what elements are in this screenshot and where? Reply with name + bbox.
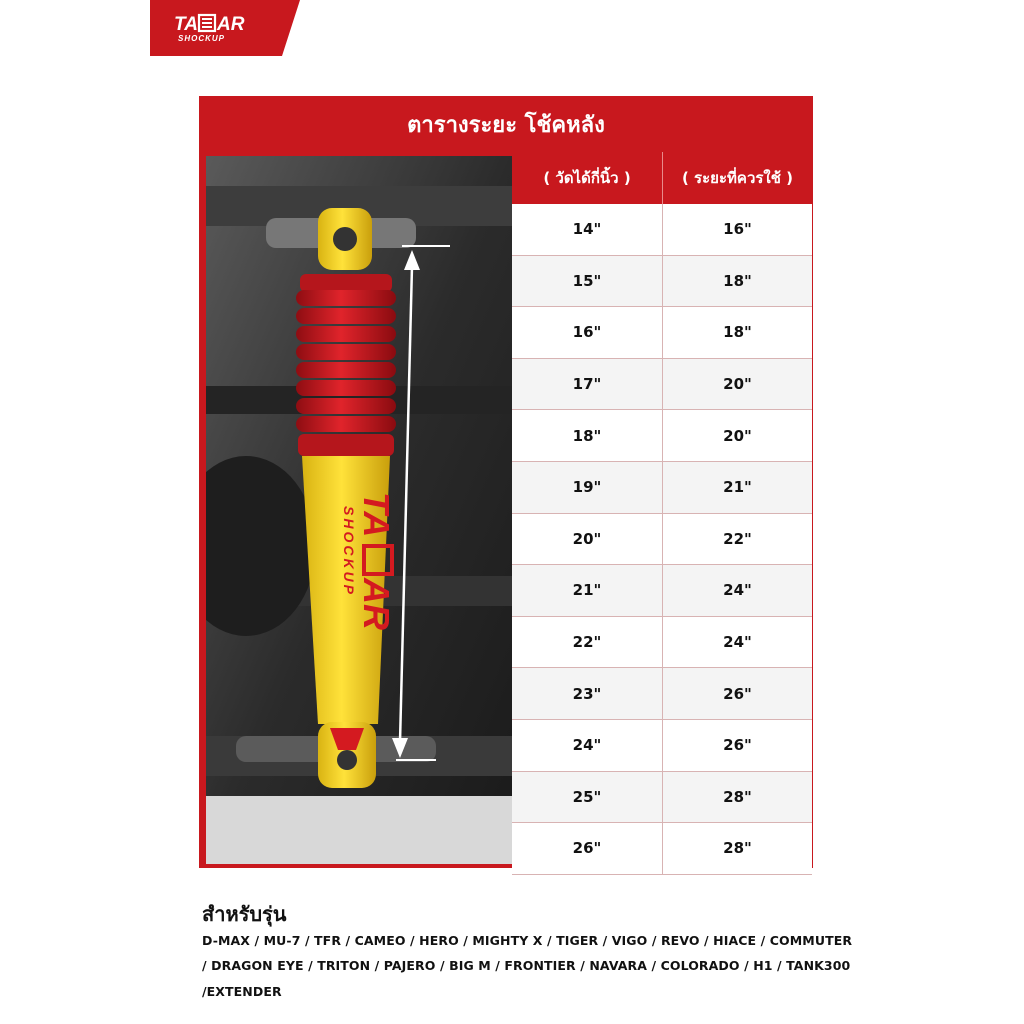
cell-measured: 23" [572, 684, 602, 703]
table-row [512, 565, 812, 617]
cell-recommended: 20" [662, 410, 812, 461]
shock-absorber-photo [206, 156, 512, 864]
cell-measured: 25" [572, 787, 602, 806]
table-header [512, 152, 812, 204]
models-line-2: / DRAGON EYE / TRITON / PAJERO / BIG M / FRONTIER / NAVARA / COLORADO / H1 / TANK300 [202, 958, 851, 973]
table-row [512, 307, 812, 359]
models-title: สำหรับรุ่น [202, 902, 287, 926]
cell-recommended: 26" [662, 668, 812, 719]
table-row [512, 772, 812, 824]
table-row [512, 359, 812, 411]
cell-recommended: 18" [662, 256, 812, 307]
cell-measured: 24" [572, 736, 602, 755]
table-row [512, 617, 812, 669]
cell-recommended: 28" [662, 823, 812, 874]
cell-measured: 14" [572, 220, 602, 239]
cell-recommended: 28" [662, 772, 812, 823]
brand-logo [172, 10, 264, 44]
cell-measured: 17" [572, 375, 602, 394]
size-table [512, 152, 812, 866]
table-row [512, 823, 812, 875]
svg-text:SHOCKUP: SHOCKUP [341, 506, 357, 598]
svg-text:AR: AR [356, 578, 397, 630]
card-title: ตารางระยะ โช้คหลัง [199, 96, 813, 152]
cell-measured: 26" [572, 839, 602, 858]
svg-text:TA: TA [356, 492, 397, 538]
cell-measured: 16" [572, 323, 602, 342]
table-row [512, 462, 812, 514]
cell-recommended: 24" [662, 565, 812, 616]
cell-recommended: 21" [662, 462, 812, 513]
svg-text:TA: TA [174, 14, 198, 35]
models-line-1: D-MAX / MU-7 / TFR / CAMEO / HERO / MIGHTY X / TIGER / VIGO / REVO / HIACE / COMMUTER [202, 933, 853, 948]
table-row [512, 410, 812, 462]
table-row [512, 256, 812, 308]
table-row [512, 720, 812, 772]
cell-measured: 15" [572, 271, 602, 290]
cell-measured: 19" [572, 478, 602, 497]
svg-text:AR: AR [217, 14, 245, 35]
cell-measured: 18" [572, 426, 602, 445]
shock-absorber-illustration [206, 156, 512, 864]
cell-recommended: 18" [662, 307, 812, 358]
header-recommended: ( ระยะที่ควรใช้ ) [662, 152, 812, 204]
cell-recommended: 24" [662, 617, 812, 668]
cell-recommended: 20" [662, 359, 812, 410]
models-line-3: /EXTENDER [202, 984, 282, 999]
cell-measured: 20" [572, 529, 602, 548]
table-row [512, 204, 812, 256]
bellows [296, 290, 396, 456]
cell-recommended: 16" [662, 204, 812, 255]
cell-measured: 21" [572, 581, 602, 600]
cell-recommended: 26" [662, 720, 812, 771]
cell-recommended: 22" [662, 514, 812, 565]
table-body [512, 204, 812, 875]
table-row [512, 668, 812, 720]
cell-measured: 22" [572, 633, 602, 652]
header-measured: ( วัดได้กี่นิ้ว ) [543, 169, 631, 187]
brand-logo-subtext: SHOCKUP [178, 34, 226, 43]
table-row [512, 514, 812, 566]
